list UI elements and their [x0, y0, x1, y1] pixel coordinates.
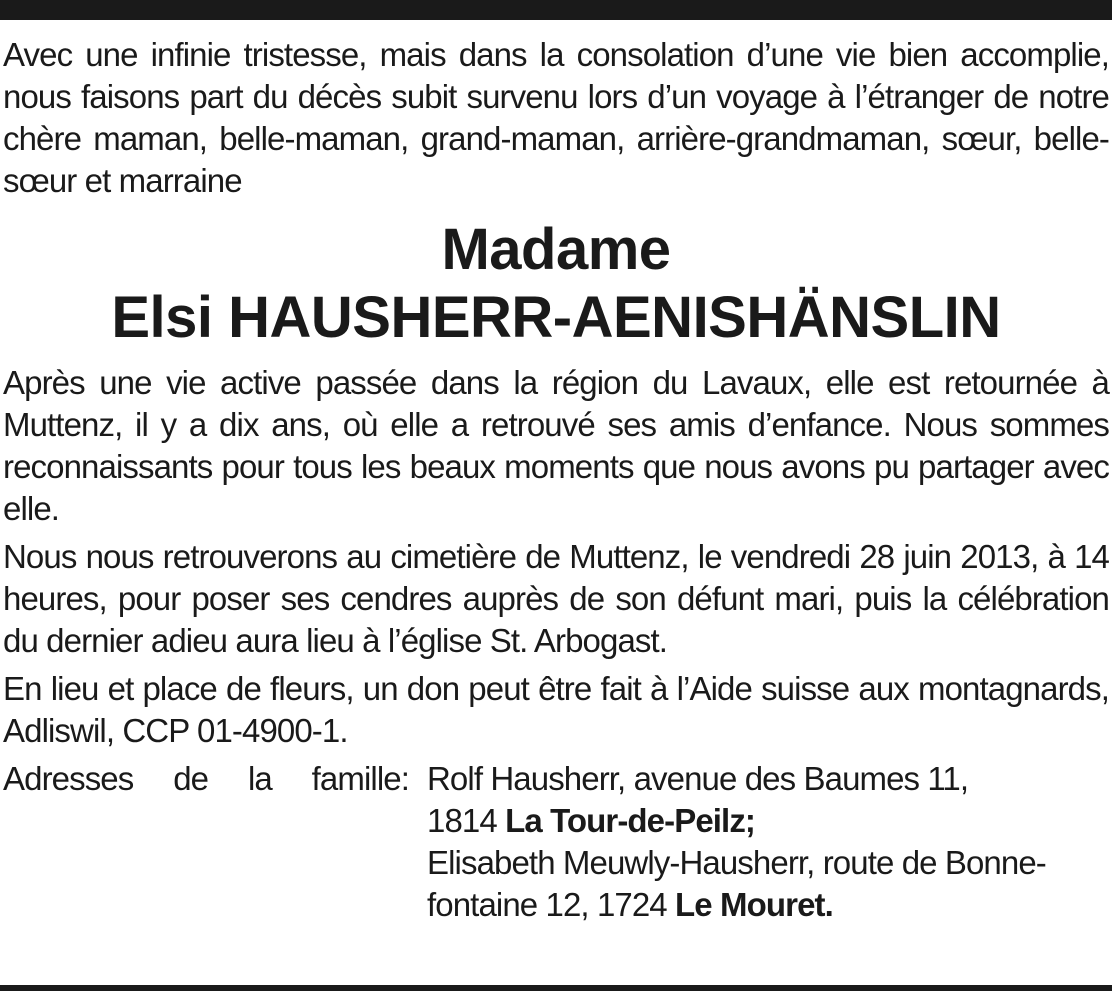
town: La Tour-de-Peilz;: [505, 802, 756, 839]
address-line: [427, 884, 1109, 926]
address-line: [427, 800, 1109, 842]
donation-paragraph: En lieu et place de fleurs, un don peut être fait à l’Aide suisse aux montagnards, Adliswil, CCP 01-4900-1.: [3, 670, 1109, 749]
street-and-postcode: fontaine 12, 1724: [427, 886, 667, 923]
address-line: Elisabeth Meuwly-Hausherr, route de Bonne-: [427, 844, 1046, 881]
family-addresses-label: Adresses de la famille:: [3, 760, 409, 797]
ceremony-paragraph: Nous nous retrouverons au cimetière de Muttenz, le vendredi 28 juin 2013, à 14 heures, pour poser ses cendres auprès de son défunt mari, puis la célébration du dernier adieu aura lieu à l’église St. Arbogast.: [3, 538, 1109, 659]
town: Le Mouret.: [675, 886, 833, 923]
life-paragraph: Après une vie active passée dans la région du Lavaux, elle est retournée à Muttenz, il y a dix ans, où elle a retrouvé ses amis d’enfance. Nous sommes reconnaissants pour tous les beaux moments que nous avons pu partager avec elle.: [3, 364, 1109, 527]
family-addresses: [3, 758, 1109, 926]
family-addresses-list: [427, 758, 1109, 926]
deceased-name: Elsi HAUSHERR-AENISHÄNSLIN: [111, 285, 1001, 350]
address-line: Rolf Hausherr, avenue des Baumes 11,: [427, 760, 969, 797]
bottom-rule: [0, 985, 1112, 991]
obituary-notice: [3, 34, 1109, 926]
intro-paragraph: Avec une infinie tristesse, mais dans la consolation d’une vie bien accomplie, nous faisons part du décès subit survenu lors d’un voyage à l’étranger de notre chère maman, belle-maman, grand-maman, arrière-grandmaman, sœur, belle-sœur et marraine: [3, 36, 1109, 199]
deceased-name-block: [3, 216, 1109, 352]
postcode: 1814: [427, 802, 497, 839]
deceased-honorific: Madame: [441, 217, 671, 282]
top-rule: [0, 0, 1112, 20]
